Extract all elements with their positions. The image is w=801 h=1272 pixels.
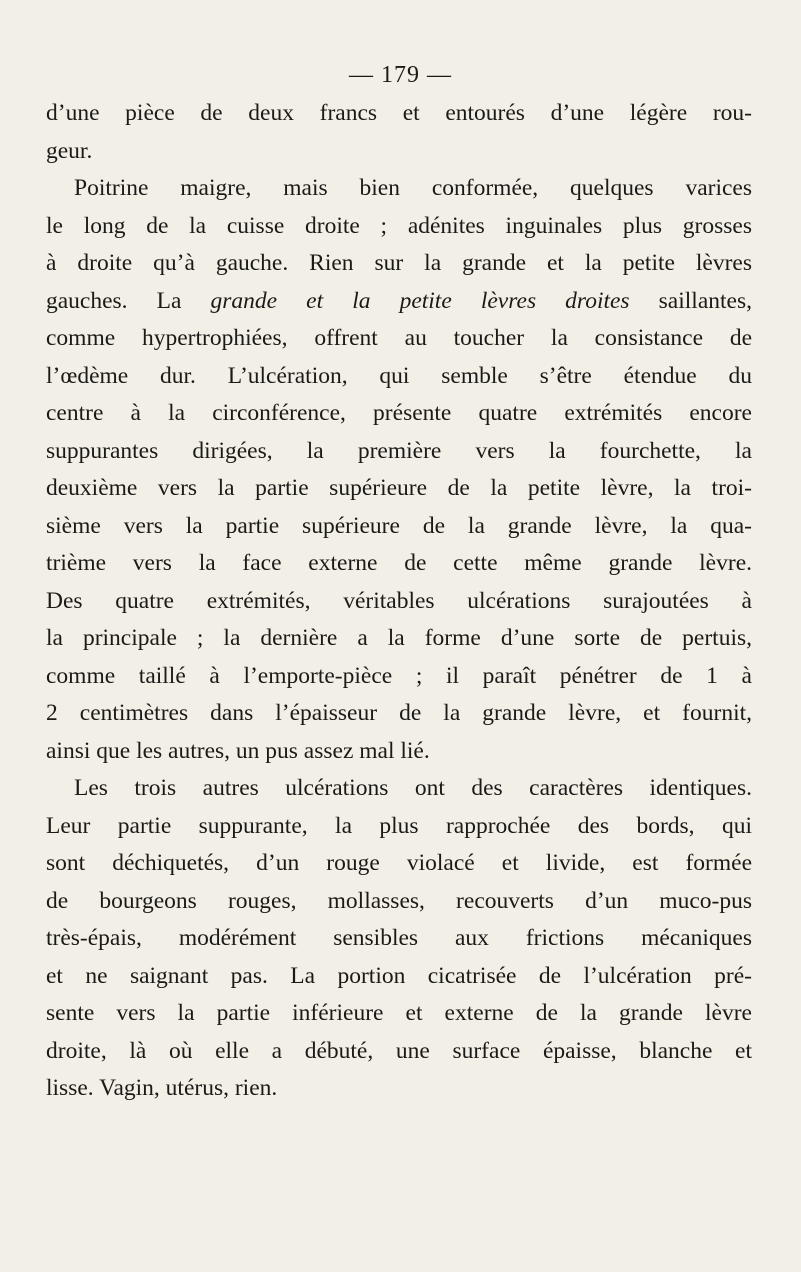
text-line: le long de la cuisse droite ; adénites inguinales plus grosses [46,212,752,239]
text-line: et ne saignant pas. La portion cicatrisée de l’ulcération pré- [46,962,752,989]
text-line: sième vers la partie supérieure de la grande lèvre, la qua- [46,512,752,539]
text-line: sente vers la partie inférieure et externe de la grande lèvre [46,1000,752,1026]
text-line: trième vers la face externe de cette même grande lèvre. [46,550,752,576]
text-line: comme taillé à l’emporte-pièce ; il paraît pénétrer de 1 à [46,662,752,689]
italic-phrase: grande et la petite lèvres droites [210,287,630,314]
text-line: droite, là où elle a débuté, une surface épaisse, blanche et [46,1037,752,1064]
page-number: — 179 — [349,62,452,88]
text-line: Des quatre extrémités, véritables ulcérations surajoutées à [46,587,752,614]
text-line: lisse. Vagin, utérus, rien. [46,1075,278,1101]
text-line: sont déchiquetés, d’un rouge violacé et livide, est formée [46,850,752,876]
text-line: d’une pièce de deux francs et entourés d’une légère rou- [46,100,752,126]
text-line: de bourgeons rouges, mollasses, recouverts d’un muco-pus [46,887,752,914]
text-line: à droite qu’à gauche. Rien sur la grande et la petite lèvres [46,250,752,276]
text-line: deuxième vers la partie supérieure de la petite lèvre, la troi- [46,475,752,501]
text-line: geur. [46,137,93,164]
text-line: 2 centimètres dans l’épaisseur de la grande lèvre, et fournit, [46,700,752,726]
text-segment: saillantes, [629,287,752,314]
text-line: la principale ; la dernière a la forme d’une sorte de pertuis, [46,625,752,651]
text-line: centre à la circonférence, présente quatre extrémités encore [46,400,752,426]
body-text [46,95,752,1108]
text-line: l’œdème dur. L’ulcération, qui semble s’être étendue du [46,362,752,389]
text-line-with-italic [46,283,752,321]
text-line: suppurantes dirigées, la première vers la fourchette, la [46,437,752,464]
text-line: Leur partie suppurante, la plus rapprochée des bords, qui [46,812,752,839]
text-line: Les trois autres ulcérations ont des caractères identiques. [74,775,752,801]
text-line: Poitrine maigre, mais bien conformée, quelques varices [74,175,752,201]
text-line: comme hypertrophiées, offrent au toucher la consistance de [46,325,752,351]
text-line: ainsi que les autres, un pus assez mal lié. [46,737,430,764]
text-segment: gauches. La [46,287,211,314]
text-line: très-épais, modérément sensibles aux frictions mécaniques [46,925,752,951]
